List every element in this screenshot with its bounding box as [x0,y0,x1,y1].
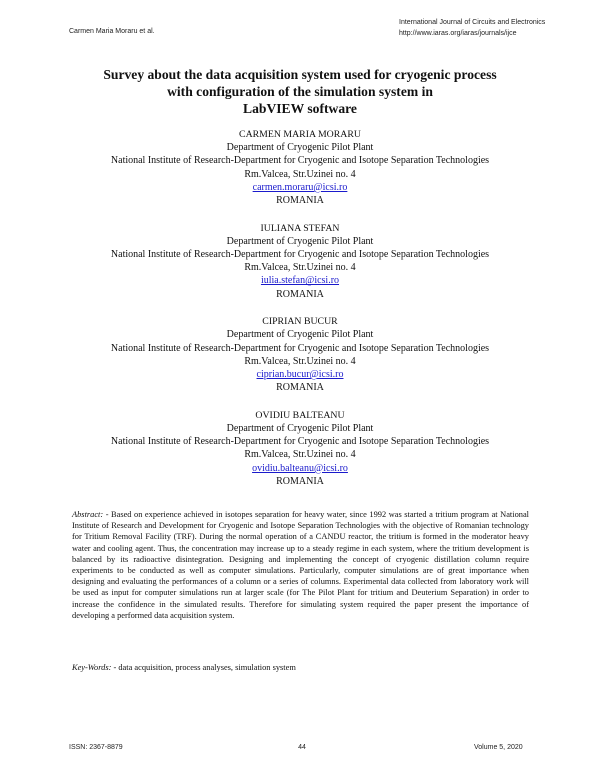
running-header-authors: Carmen Maria Moraru et al. [69,28,155,35]
author-name: CIPRIAN BUCUR [262,316,338,328]
author-country: ROMANIA [276,382,324,394]
author-block [40,315,560,394]
author-institute: National Institute of Research-Department for Cryogenic and Isotope Separation Technologies [110,249,490,261]
author-department: Department of Cryogenic Pilot Plant [226,423,374,435]
title-line-1: Survey about the data acquisition system used for cryogenic process [103,67,497,82]
author-country: ROMANIA [276,195,324,207]
author-block [40,128,560,207]
author-email-link[interactable]: carmen.moraru@icsi.ro [252,181,348,193]
title-line-2: with configuration of the simulation system in [167,84,433,99]
keywords-text: - data acquisition, process analyses, simulation system [113,663,296,672]
author-institute: National Institute of Research-Department for Cryogenic and Isotope Separation Technologies [110,155,490,167]
author-country: ROMANIA [276,288,324,300]
author-block [40,222,560,301]
author-department: Department of Cryogenic Pilot Plant [226,235,374,247]
author-email-link[interactable]: iulia.stefan@icsi.ro [260,275,340,287]
title-line-3: LabVIEW software [243,101,357,116]
keywords-label: Key-Words: [72,663,112,672]
running-header-journal [399,17,545,39]
abstract-label: Abstract: [72,510,104,519]
author-address: Rm.Valcea, Str.Uzinei no. 4 [244,355,356,367]
author-email-link[interactable]: ovidiu.balteanu@icsi.ro [252,462,348,474]
author-name: OVIDIU BALTEANU [255,409,345,421]
keywords [72,662,296,673]
author-name: CARMEN MARIA MORARU [239,129,361,140]
author-name: IULIANA STEFAN [260,222,340,234]
journal-name: International Journal of Circuits and Electronics [399,19,546,26]
author-address: Rm.Valcea, Str.Uzinei no. 4 [244,168,356,180]
author-institute: National Institute of Research-Department for Cryogenic and Isotope Separation Technologies [110,342,490,354]
author-institute: National Institute of Research-Department for Cryogenic and Isotope Separation Technologies [110,436,490,448]
author-address: Rm.Valcea, Str.Uzinei no. 4 [244,262,356,274]
abstract-text: - Based on experience achieved in isotopes separation for heavy water, since 1992 was started a tritium program at National Institute of Research and Development for Cryogenic and Isotope Separation Technologies with the objective of Romanian technology for Tritium Removal Facility (TRF). During the normal operation of a CANDU reactor, the tritium is formed in the moderator heavy water and cooling agent. Thus, the concentration may increase up to a steady regime in each system, where the tritium development is balanced by its radioactive disintegration. Designing and implementing the concept of cryogenic distillation column require experiments to be conducted as well as computer simulations. Particularly, computer simulations are of great importance when designing and evaluating the performances of a column or a series of columns. Experimental data collected from laboratory work will be used as input for computer simulations run at larger scale (for The Pilot Plant for tritium and Deuterium Separation) in order to increase the confidence in the simulated results. Therefore for simulating system required the paper present the importance of developing a performed data acquisition system. [72,510,529,620]
abstract [72,509,529,621]
author-address: Rm.Valcea, Str.Uzinei no. 4 [244,449,356,461]
footer-volume: Volume 5, 2020 [474,744,523,751]
paper-title [60,66,540,117]
author-department: Department of Cryogenic Pilot Plant [226,329,374,341]
journal-url[interactable]: http://www.iaras.org/iaras/journals/ijce [399,30,517,37]
footer-page-number: 44 [298,744,306,751]
footer-issn: ISSN: 2367-8879 [69,744,123,751]
author-country: ROMANIA [276,475,324,487]
author-block [40,409,560,488]
author-department: Department of Cryogenic Pilot Plant [226,142,374,154]
author-list [40,128,560,502]
author-email-link[interactable]: ciprian.bucur@icsi.ro [256,369,344,381]
